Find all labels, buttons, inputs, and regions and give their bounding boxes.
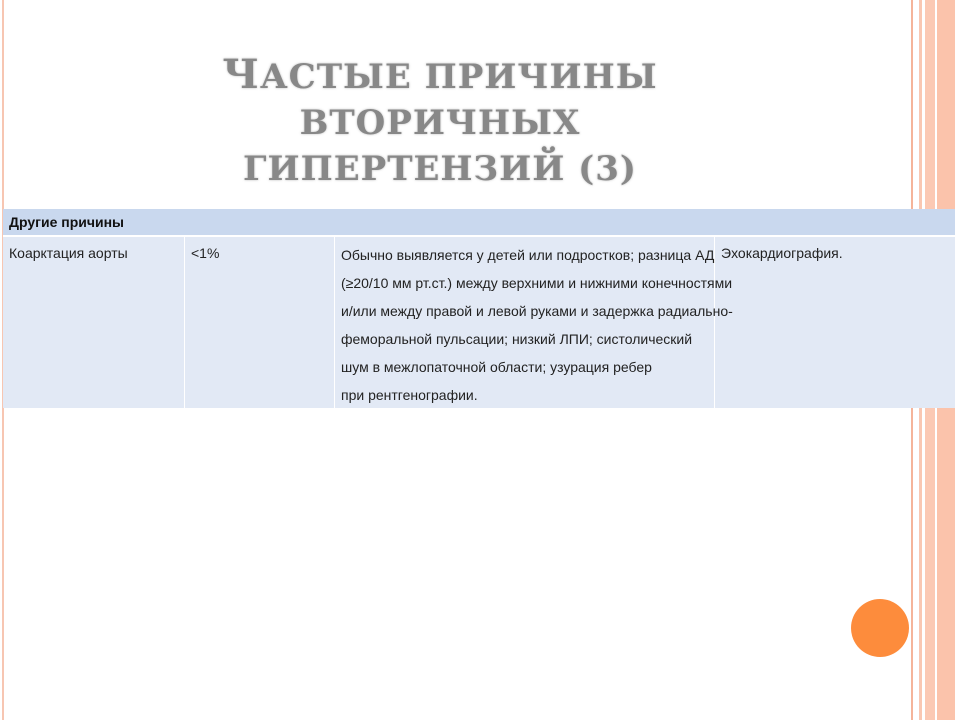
slide-title: [80, 52, 800, 192]
signs-line: (≥20/10 мм рт.ст.) между верхними и нижними конечностями: [341, 275, 733, 291]
slide-title-line-1: ЧАСТЫЕ ПРИЧИНЫ ВТОРИЧНЫХ: [222, 51, 658, 143]
prevalence-cell: <1%: [185, 237, 335, 408]
table-row: [3, 237, 955, 408]
diagnostics-cell: Эхокардиография.: [721, 245, 843, 261]
causes-table: [3, 209, 955, 408]
signs-line: феморальной пульсации; низкий ЛПИ; систолический: [341, 331, 693, 347]
signs-line: и/или между правой и левой руками и задержка радиально-: [341, 303, 733, 319]
slide-title-line-2: ГИПЕРТЕНЗИЙ (3): [243, 149, 637, 189]
condition-cell: Коарктация аорты: [3, 237, 185, 408]
signs-line: шум в межлопаточной области; узурация ребер: [341, 359, 652, 375]
table-header: Другие причины: [3, 209, 955, 237]
signs-cell: [335, 237, 733, 408]
signs-line: при рентгенографии.: [341, 387, 478, 403]
accent-circle: [851, 599, 909, 657]
signs-line: Обычно выявляется у детей или подростков; разница АД: [341, 247, 715, 263]
